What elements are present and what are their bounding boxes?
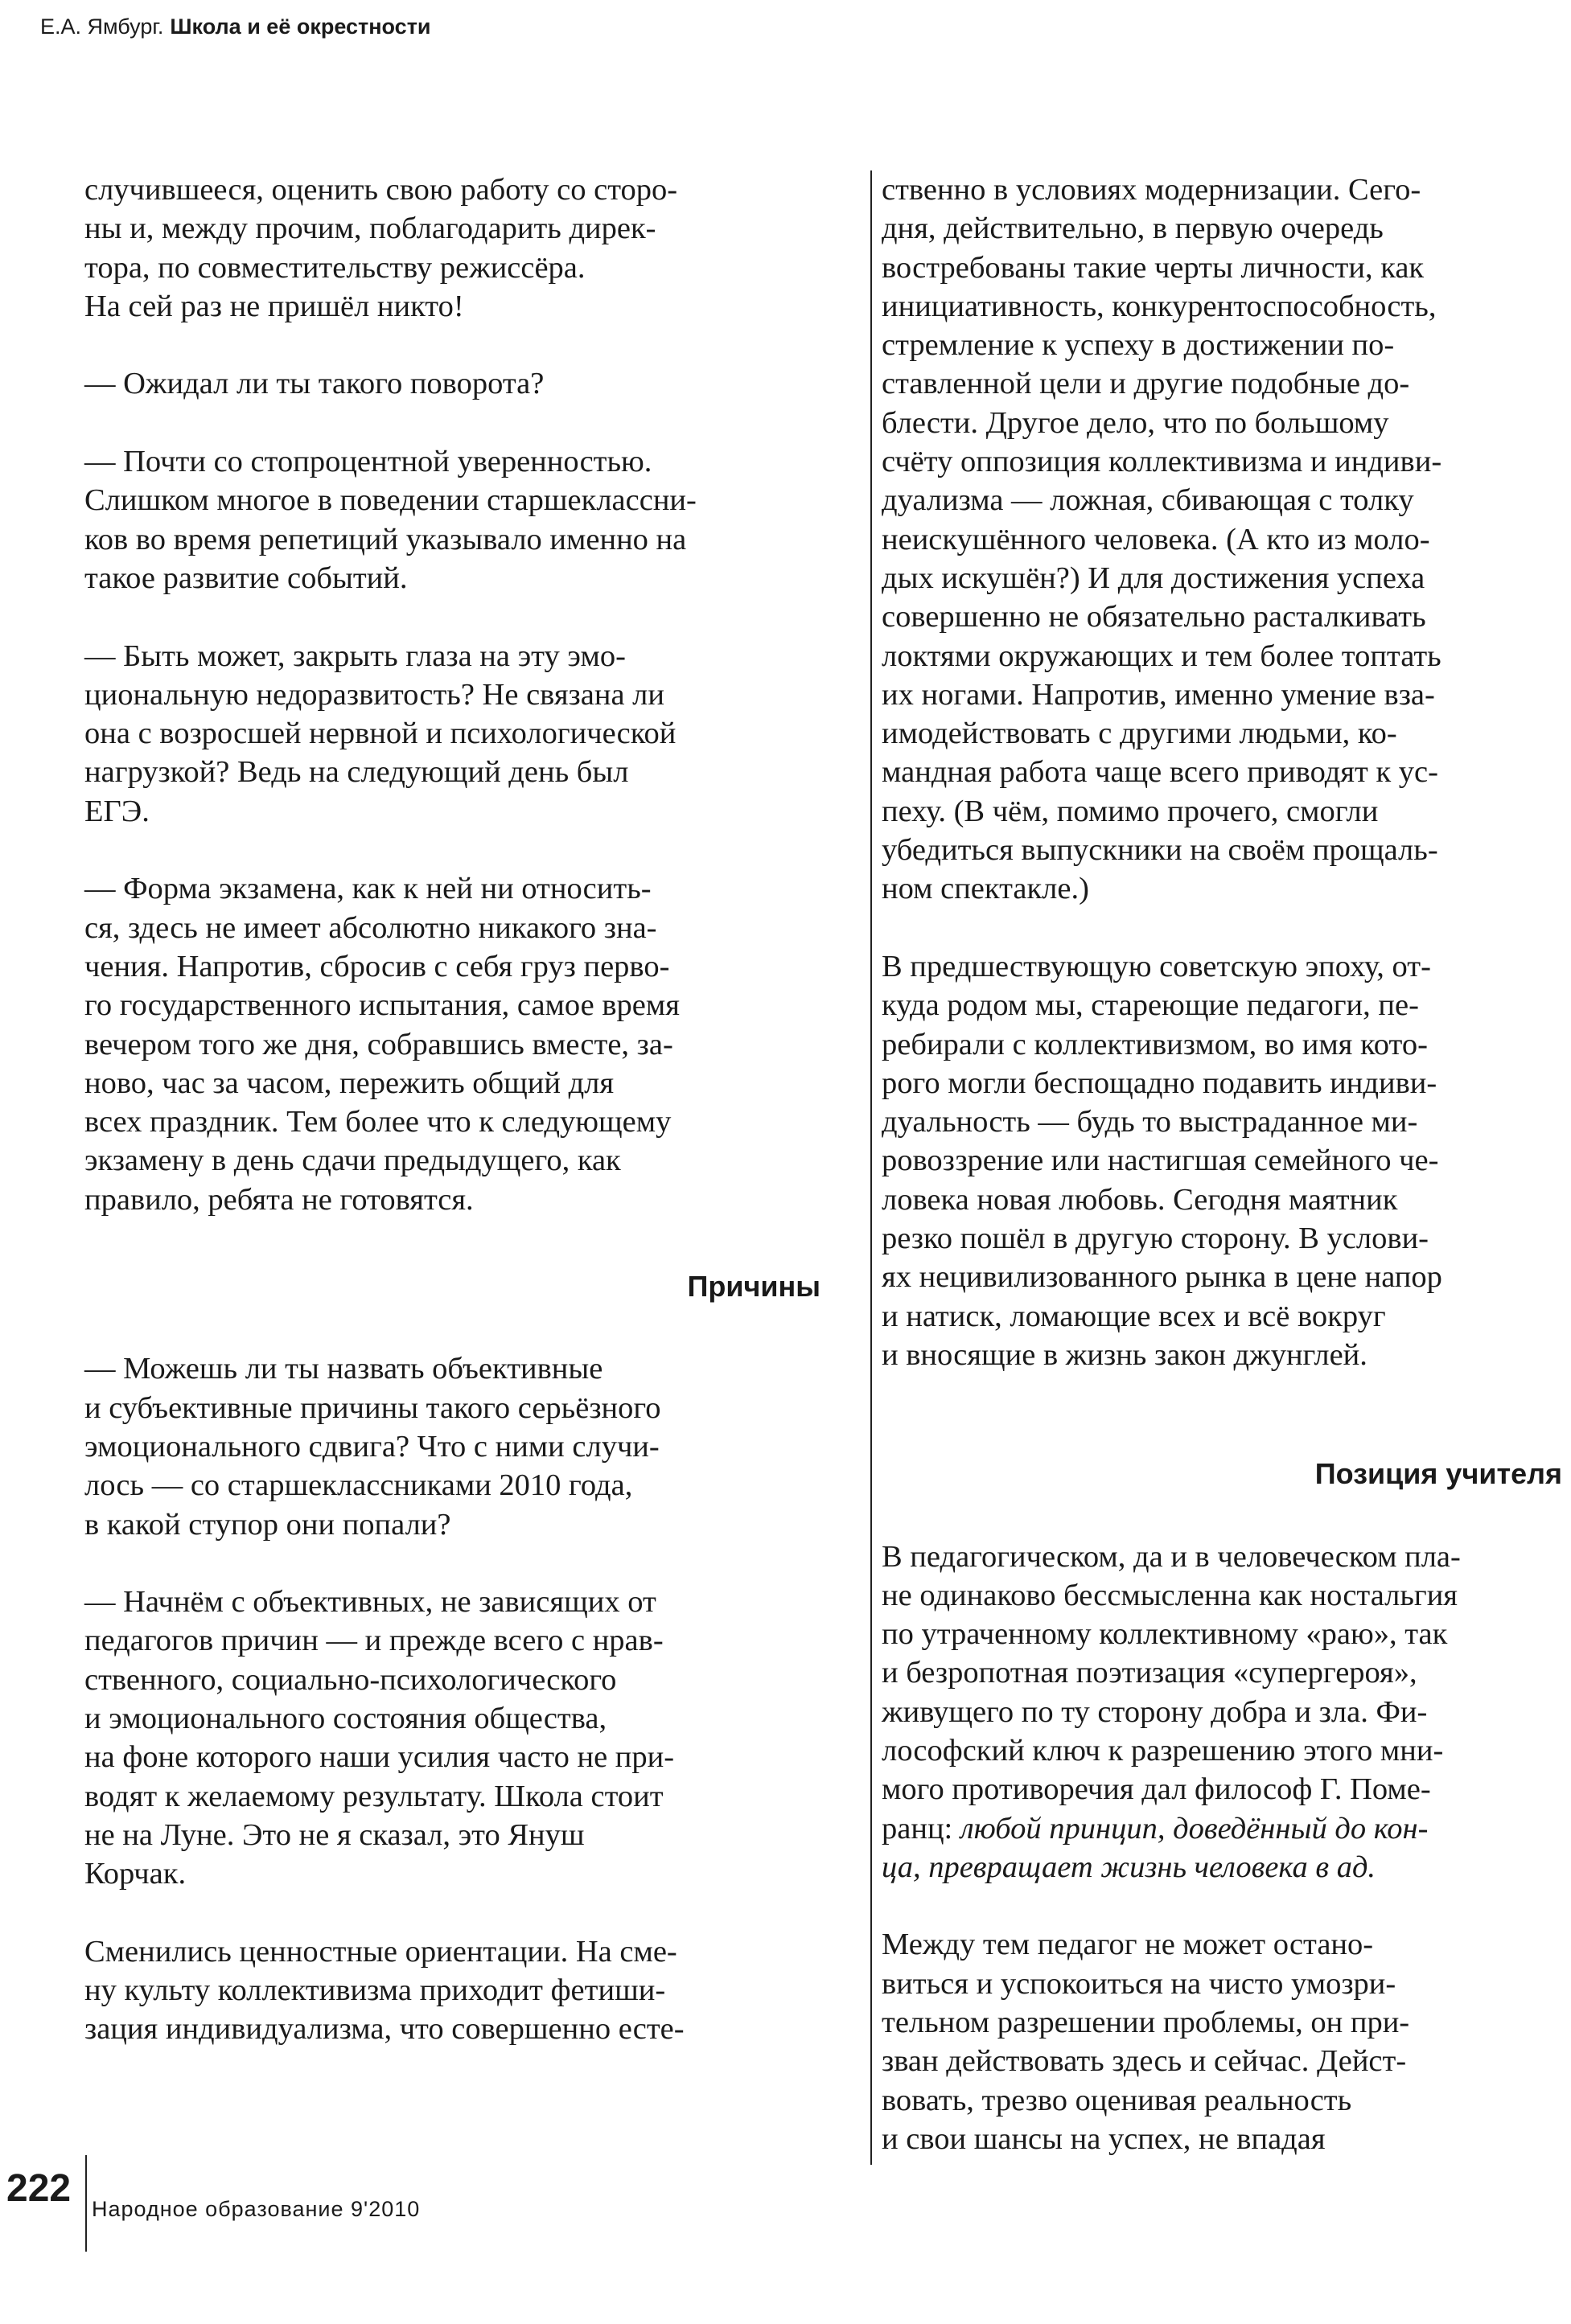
quote-lead: ранц: [882,1811,960,1846]
text-line: виться и успокоиться на чисто умозри- [882,1966,1396,2001]
paragraph [84,1349,820,1543]
text-line: инициативность, конкурентоспособность, [882,289,1437,323]
text-line: ственного, социально-психологического [84,1662,617,1697]
text-line: чения. Напротив, сбросив с себя груз перво- [84,949,670,983]
footer-divider [85,2155,87,2252]
text-line: на фоне которого наши усилия часто не при- [84,1740,675,1775]
text-line: блести. Другое дело, что по большому [882,405,1389,440]
text-line: счёту оппозиция коллективизма и индиви- [882,445,1442,479]
text-line: — Ожидал ли ты такого поворота? [84,367,545,401]
text-line: экзамену в день сдачи предыдущего, как [84,1144,621,1178]
text-line: дуальность — будь то выстраданное ми- [882,1105,1418,1139]
text-line: по утраченному коллективному «раю», так [882,1617,1448,1652]
text-line: ях нецивилизованного рынка в цене напор [882,1260,1442,1295]
text-line: ся, здесь не имеет абсолютно никакого зна- [84,910,657,945]
text-line: и субъективные причины такого серьёзного [84,1390,661,1425]
running-head-title: Школа и её окрестности [170,14,431,39]
text-line: — Форма экзамена, как к ней ни относить- [84,872,652,906]
text-line: не на Луне. Это не я сказал, это Януш [84,1817,585,1852]
text-line: живущего по ту сторону добра и зла. Фи- [882,1694,1428,1729]
text-line: имодействовать с другими людьми, ко- [882,716,1397,751]
text-line: ново, час за часом, пережить общий для [84,1066,615,1100]
text-line: в какой ступор они попали? [84,1507,451,1542]
text-line: правило, ребята не готовятся. [84,1182,474,1217]
right-column [870,170,1562,2165]
running-head-author: Е.А. Ямбург. [40,14,164,39]
page-number: 222 [6,2167,72,2210]
left-column [84,170,820,2088]
text-line: Между тем педагог не может остано- [882,1928,1374,1962]
paragraph [84,364,820,403]
text-line: ловека новая любовь. Сегодня маятник [882,1182,1398,1217]
text-line: пеху. (В чём, помимо прочего, смогли [882,794,1379,828]
text-line: тора, по совместительству режиссёра. [84,250,586,285]
text-line: рого могли беспощадно подавить индиви- [882,1066,1437,1100]
text-line: го государственного испытания, самое время [84,988,680,1023]
text-line: востребованы такие черты личности, как [882,250,1425,285]
paragraph [882,1538,1562,1887]
paragraph [882,947,1562,1374]
text-line: и эмоционального состояния общества, [84,1701,607,1735]
text-line: — Почти со стопроцентной уверенностью. [84,445,652,479]
text-line: Сменились ценностные ориентации. На сме- [84,1934,677,1969]
running-head [40,14,431,39]
text-line: ков во время репетиций указывало именно на [84,522,687,556]
text-line: резко пошёл в другую сторону. В услови- [882,1222,1429,1256]
text-line: педагогов причин — и прежде всего с нрав- [84,1624,664,1658]
text-line: куда родом мы, стареющие педагоги, пе- [882,988,1419,1023]
text-line: лось — со старшеклассниками 2010 года, [84,1468,633,1503]
text-line: В педагогическом, да и в человеческом пла- [882,1539,1461,1574]
text-line: и свои шансы на успех, не впадая [882,2121,1326,2156]
text-line: На сей раз не пришёл никто! [84,289,464,323]
text-line: стремление к успеху в достижении по- [882,328,1395,363]
paragraph [882,170,1562,909]
text-line: зван действовать здесь и сейчас. Дейст- [882,2044,1407,2079]
text-line: дня, действительно, в первую очередь [882,211,1384,246]
paragraph [84,1932,820,2049]
text-line: зация индивидуализма, что совершенно есте- [84,2012,685,2047]
text-line: совершенно не обязательно расталкивать [882,600,1426,634]
text-line: их ногами. Напротив, именно умение вза- [882,677,1435,712]
journal-title: Народное образование 9'2010 [92,2197,421,2221]
text-line: ну культу коллективизма приходит фетиши- [84,1973,666,2008]
text-line: В предшествующую советскую эпоху, от- [882,949,1431,983]
paragraph [882,1925,1562,2158]
text-line: циональную недоразвитость? Не связана ли [84,677,664,712]
text-line: всех праздник. Тем более что к следующему [84,1105,672,1139]
text-line: дых искушён?) И для достижения успеха [882,560,1425,595]
quote-italic: любой принцип, доведённый до кон- [960,1811,1429,1846]
text-line: ном спектакле.) [882,872,1089,906]
text-line: ставленной цели и другие подобные до- [882,367,1410,401]
text-line: нагрузкой? Ведь на следующий день был [84,755,629,790]
text-line: водят к желаемому результату. Школа стоит [84,1779,664,1813]
text-line: дуализма — ложная, сбивающая с толку [882,483,1414,518]
text-line: мого противоречия дал философ Г. Поме- [882,1772,1431,1807]
text-line: и безропотная поэтизация «супергероя», [882,1656,1417,1690]
quote-italic: ца, превращает жизнь человека в ад. [882,1850,1376,1884]
text-line: и вносящие в жизнь закон джунглей. [882,1337,1367,1372]
text-line: вовать, трезво оценивая реальность [882,2083,1352,2117]
text-line: она с возросшей нервной и психологической [84,716,677,751]
text-line: ребирали с коллективизмом, во имя кото- [882,1027,1428,1061]
text-line: не одинаково бессмысленна как ностальгия [882,1578,1458,1612]
text-line: эмоционального сдвига? Что с ними случи- [84,1429,660,1464]
paragraph [84,869,820,1219]
text-line: — Быть может, закрыть глаза на эту эмо- [84,638,626,673]
text-line: Слишком многое в поведении старшеклассни- [84,483,697,518]
paragraph [84,1583,820,1893]
text-line: — Можешь ли ты назвать объективные [84,1352,603,1386]
text-line: Корчак. [84,1857,187,1891]
paragraph [84,442,820,597]
text-line: ны и, между прочим, поблагодарить дирек- [84,211,656,246]
paragraph [84,637,820,831]
text-line: тельном разрешении проблемы, он при- [882,2006,1410,2040]
text-line: неискушённого человека. (А кто из моло- [882,522,1430,556]
section-heading: Причины [687,1270,820,1304]
text-line: и натиск, ломающие всех и всё вокруг [882,1299,1386,1333]
section-heading: Позиция учителя [1314,1457,1562,1491]
text-line: ровоззрение или настигшая семейного че- [882,1144,1439,1178]
text-line: ЕГЭ. [84,794,150,828]
text-line [882,1809,1562,1848]
paragraph [84,170,820,326]
text-line: лософский ключ к разрешению этого мни- [882,1733,1444,1768]
text-line: мандная работа чаще всего приводят к ус- [882,755,1438,790]
text-line: вечером того же дня, собравшись вместе, за- [84,1027,673,1061]
text-line: — Начнём с объективных, не зависящих от [84,1585,656,1620]
text-line: ственно в условиях модернизации. Сего- [882,173,1421,207]
text-line: локтями окружающих и тем более топтать [882,638,1441,673]
text-line: случившееся, оценить свою работу со сторо- [84,173,678,207]
text-line: убедиться выпускники на своём прощаль- [882,833,1438,868]
text-line: такое развитие событий. [84,560,408,595]
